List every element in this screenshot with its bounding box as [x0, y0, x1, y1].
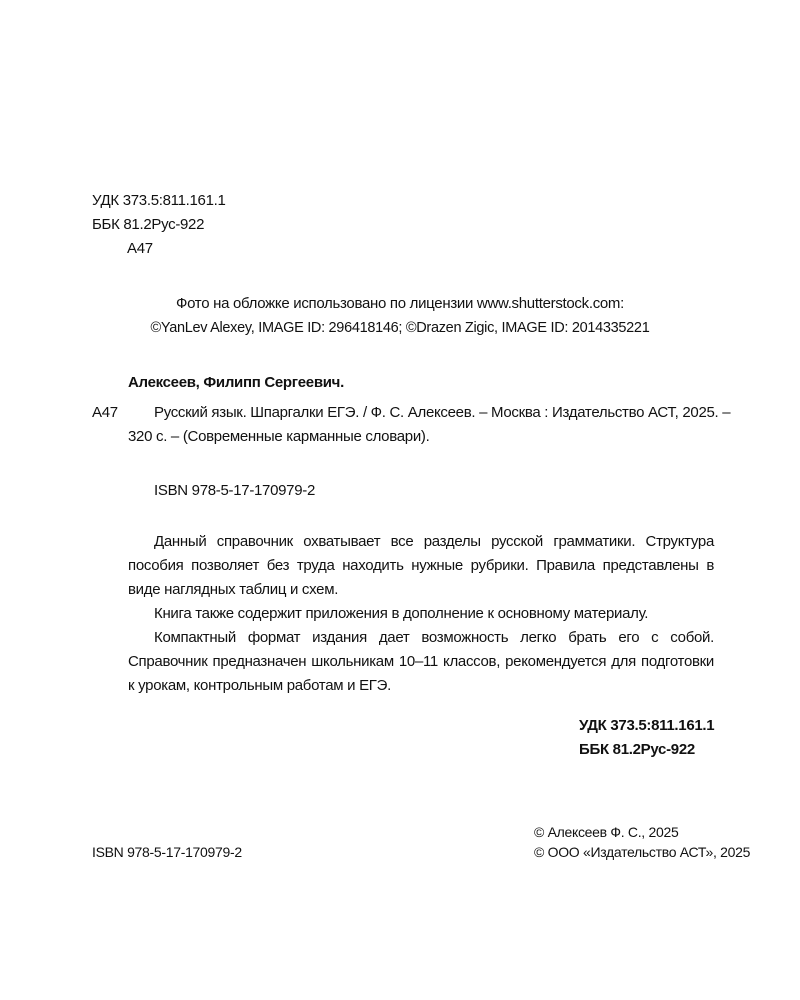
record-isbn: ISBN 978-5-17-170979-2 [154, 482, 316, 499]
author-mark: А47 [127, 240, 153, 257]
record-title-line-2: 320 с. – (Современные карманные словари). [128, 428, 430, 445]
record-title-line-1: Русский язык. Шпаргалки ЕГЭ. / Ф. С. Алексеев. – Москва : Издательство АСТ, 2025. – [154, 404, 731, 421]
copyright-author: © Алексеев Ф. С., 2025 [534, 824, 679, 840]
bbk-code: ББК 81.2Рус-922 [92, 216, 205, 233]
copyright-publisher: © ООО «Издательство АСТ», 2025 [534, 844, 751, 860]
bbk-code-bold: ББК 81.2Рус-922 [579, 741, 695, 758]
udk-code-bold: УДК 373.5:811.161.1 [579, 717, 715, 734]
udk-code: УДК 373.5:811.161.1 [92, 192, 226, 209]
annotation [128, 530, 714, 698]
cover-credit-line-2: ©YanLev Alexey, IMAGE ID: 296418146; ©Drazen Zigic, IMAGE ID: 2014335221 [150, 320, 650, 336]
cover-credit-line-1: Фото на обложке использовано по лицензии www.shutterstock.com: [175, 295, 624, 312]
annotation-paragraph: Книга также содержит приложения в дополнение к основному материалу. [154, 605, 649, 622]
record-author: Алексеев, Филипп Сергеевич. [128, 374, 344, 391]
record-author-mark: А47 [92, 404, 118, 421]
footer-isbn: ISBN 978-5-17-170979-2 [92, 844, 242, 860]
annotation-paragraph: Данный справочник охватывает все разделы русской грамматики. Структура пособия позволяет без труда находить нужные рубрики. Правила представлены в виде наглядных таблиц и схем. [128, 533, 714, 598]
annotation-paragraph: Компактный формат издания дает возможность легко брать его с собой. Справочник предназначен школьникам 10–11 классов, рекомендуется для подготовки к урокам, контрольным работам и ЕГЭ. [128, 629, 714, 694]
